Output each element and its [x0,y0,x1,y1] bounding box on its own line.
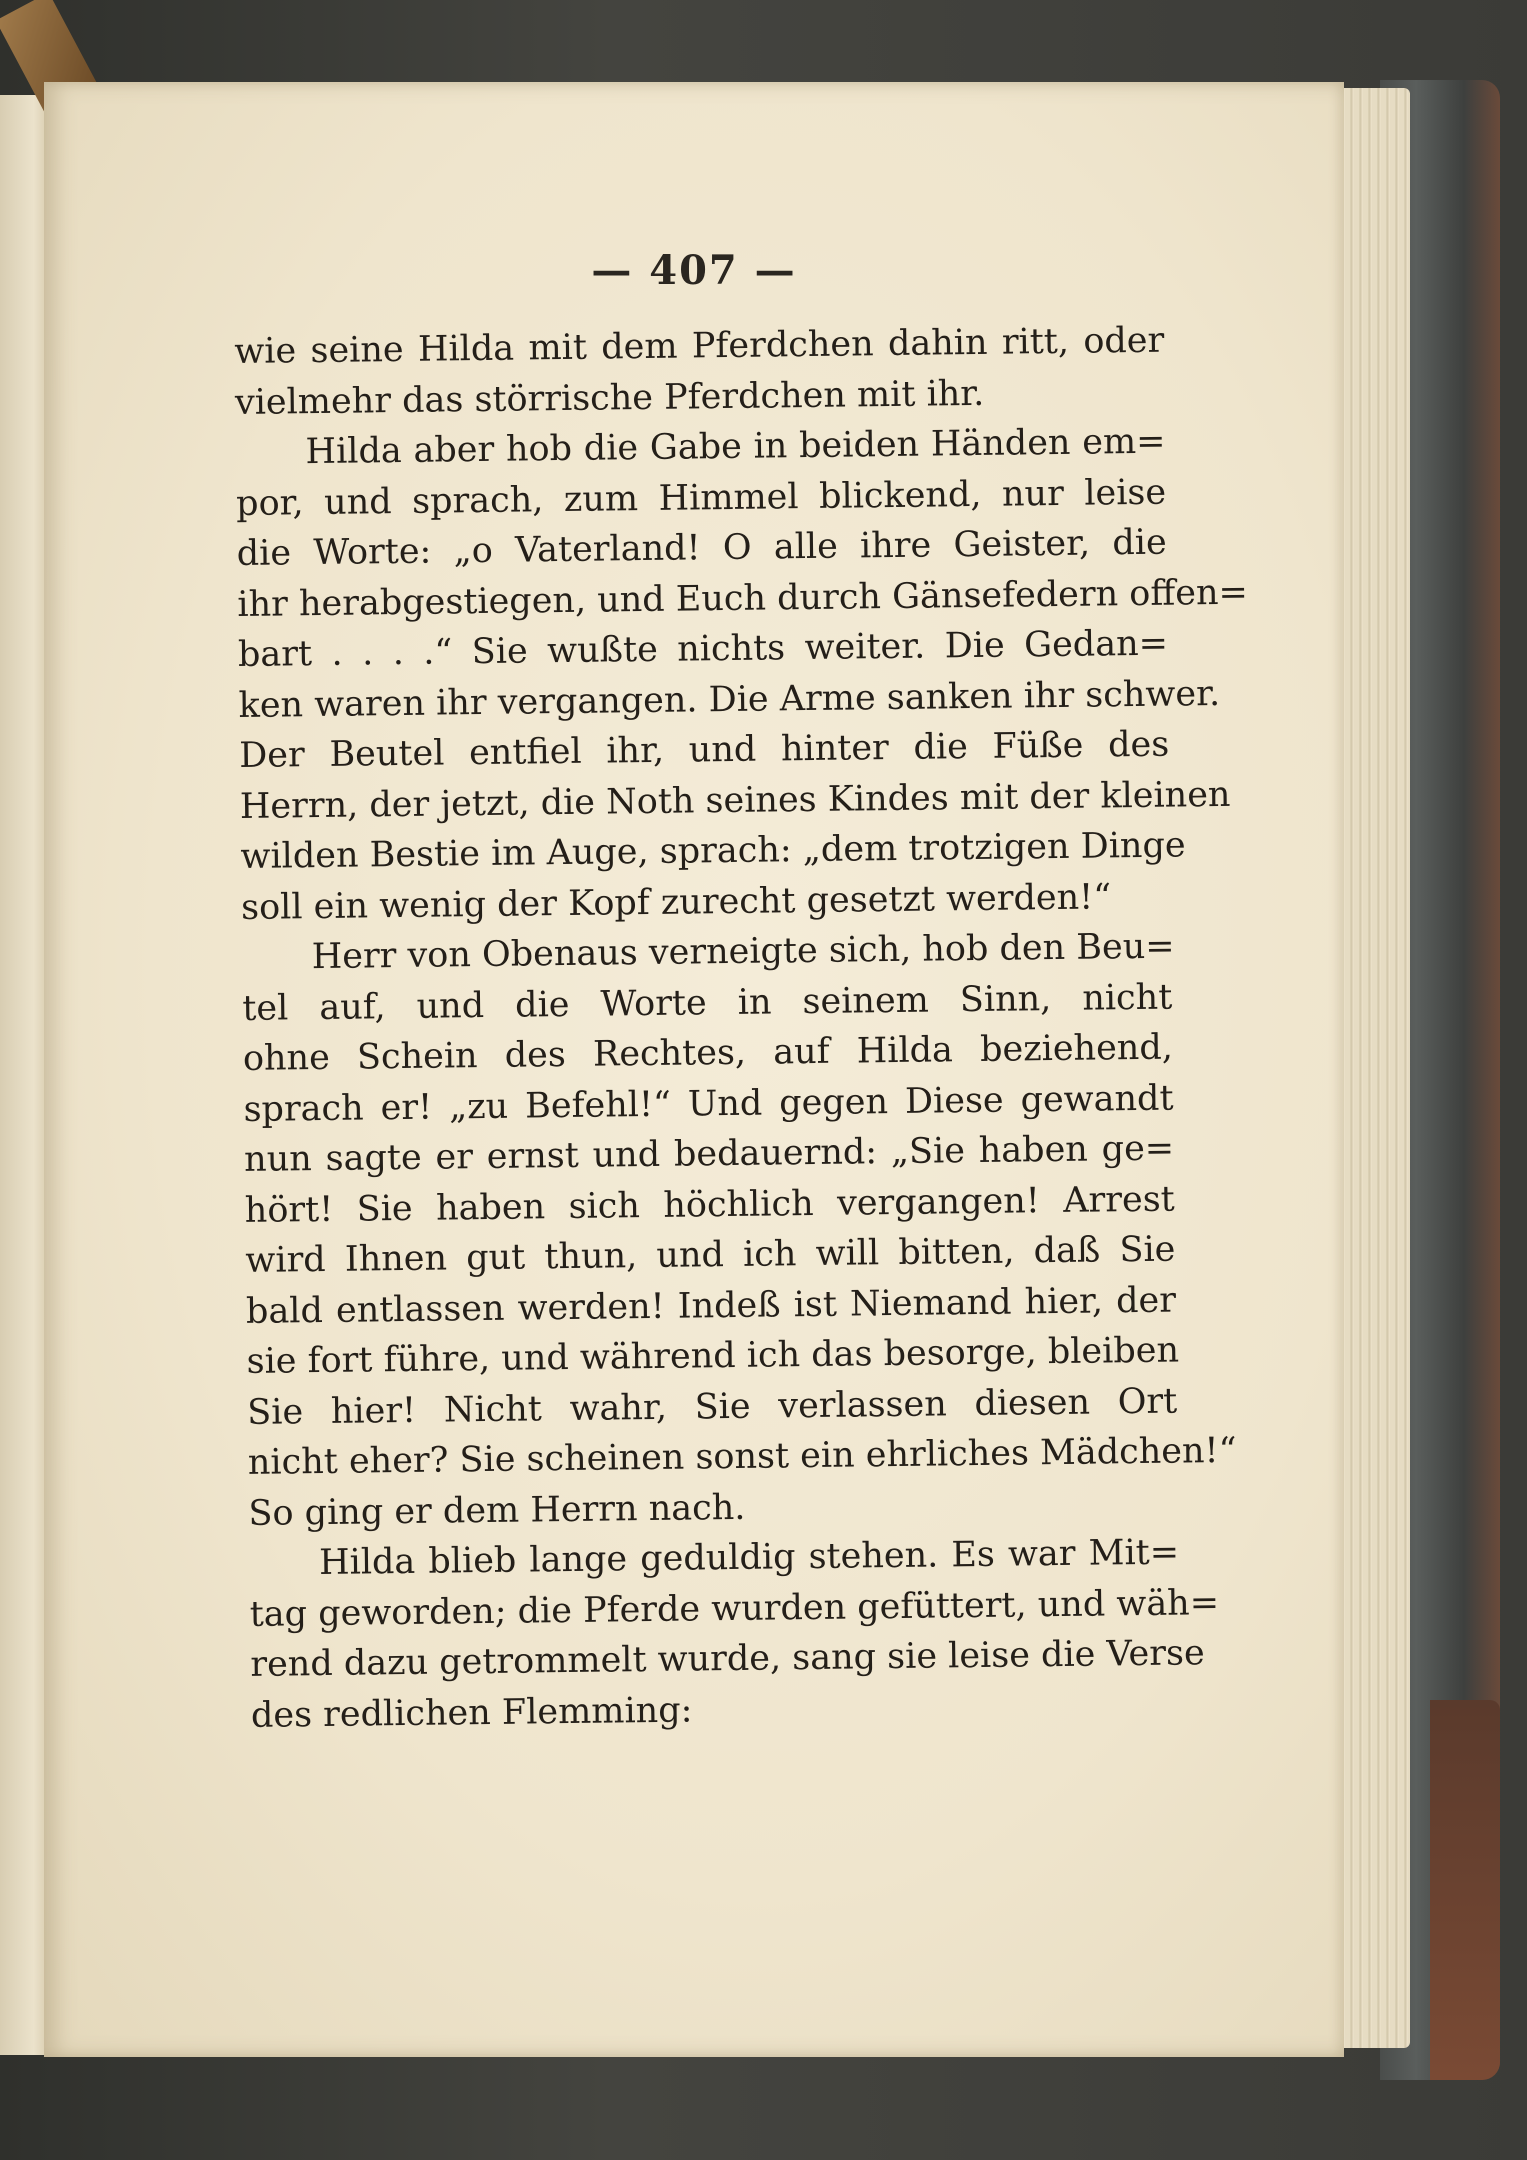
text-line: wie seine Hilda mit dem Pferdchen dahin ritt, oder [234,320,1165,372]
text-line: nun sagte er ernst und bedauernd: „Sie haben ge= [243,1128,1175,1180]
text-line: por, und sprach, zum Himmel blickend, nur leise [235,472,1167,524]
text-line: Der Beutel entfiel ihr, und hinter die Füße des [238,724,1170,776]
text-line: Herrn, der jetzt, die Noth seines Kindes mit der kleinen [239,774,1231,827]
page-text [234,316,1249,1741]
text-line: des redlichen Flemming: [250,1690,693,1736]
left-page-edge [0,95,48,2055]
text-line: wilden Bestie im Auge, sprach: „dem trotzigen Dinge [240,825,1186,877]
text-line: bald entlassen werden! Indeß ist Niemand hier, der [245,1280,1177,1332]
text-line: So ging er dem Herrn nach. [248,1487,746,1534]
text-line: nicht eher? Sie scheinen sonst ein ehrliches Mädchen!“ [247,1430,1237,1483]
page-number: — 407 — [591,247,797,294]
text-line: rend dazu getrommelt wurde, sang sie leise die Verse [250,1633,1205,1685]
text-line: wird Ihnen gut thun, und ich will bitten, daß Sie [245,1229,1176,1281]
text-line: hört! Sie haben sich höchlich vergangen! Arrest [244,1179,1175,1231]
text-line: Hilda aber hob die Gabe in beiden Händen em= [305,421,1166,473]
text-line: bart . . . .“ Sie wußte nichts weiter. Die Gedan= [237,623,1169,675]
text-line: Herr von Obenaus verneigte sich, hob den Beu= [311,926,1175,978]
text-line: tel auf, und die Worte in seinem Sinn, nicht [242,977,1173,1029]
book-page [44,82,1344,2057]
text-line: soll ein wenig der Kopf zurecht gesetzt werden!“ [240,876,1112,928]
text-line: sie fort führe, und während ich das besorge, bleiben [246,1330,1180,1382]
text-line: Sie hier! Nicht wahr, Sie verlassen diesen Ort [247,1381,1178,1433]
text-line: tag geworden; die Pferde wurden gefüttert, und wäh= [249,1582,1220,1635]
text-line: die Worte: „o Vaterland! O alle ihre Geister, die [236,522,1167,574]
text-line: sprach er! „zu Befehl!“ Und gegen Diese gewandt [243,1078,1174,1130]
text-line: vielmehr das störrische Pferdchen mit ihr. [234,373,985,423]
leather-corner [1430,1700,1500,2080]
text-line: ihr herabgestiegen, und Euch durch Gänsefedern offen= [237,572,1249,625]
text-line: Hilda blieb lange geduldig stehen. Es war Mit= [318,1532,1180,1584]
text-line: ohne Schein des Rechtes, auf Hilda beziehend, [242,1027,1174,1079]
text-line: ken waren ihr vergangen. Die Arme sanken ihr schwer. [238,673,1221,726]
